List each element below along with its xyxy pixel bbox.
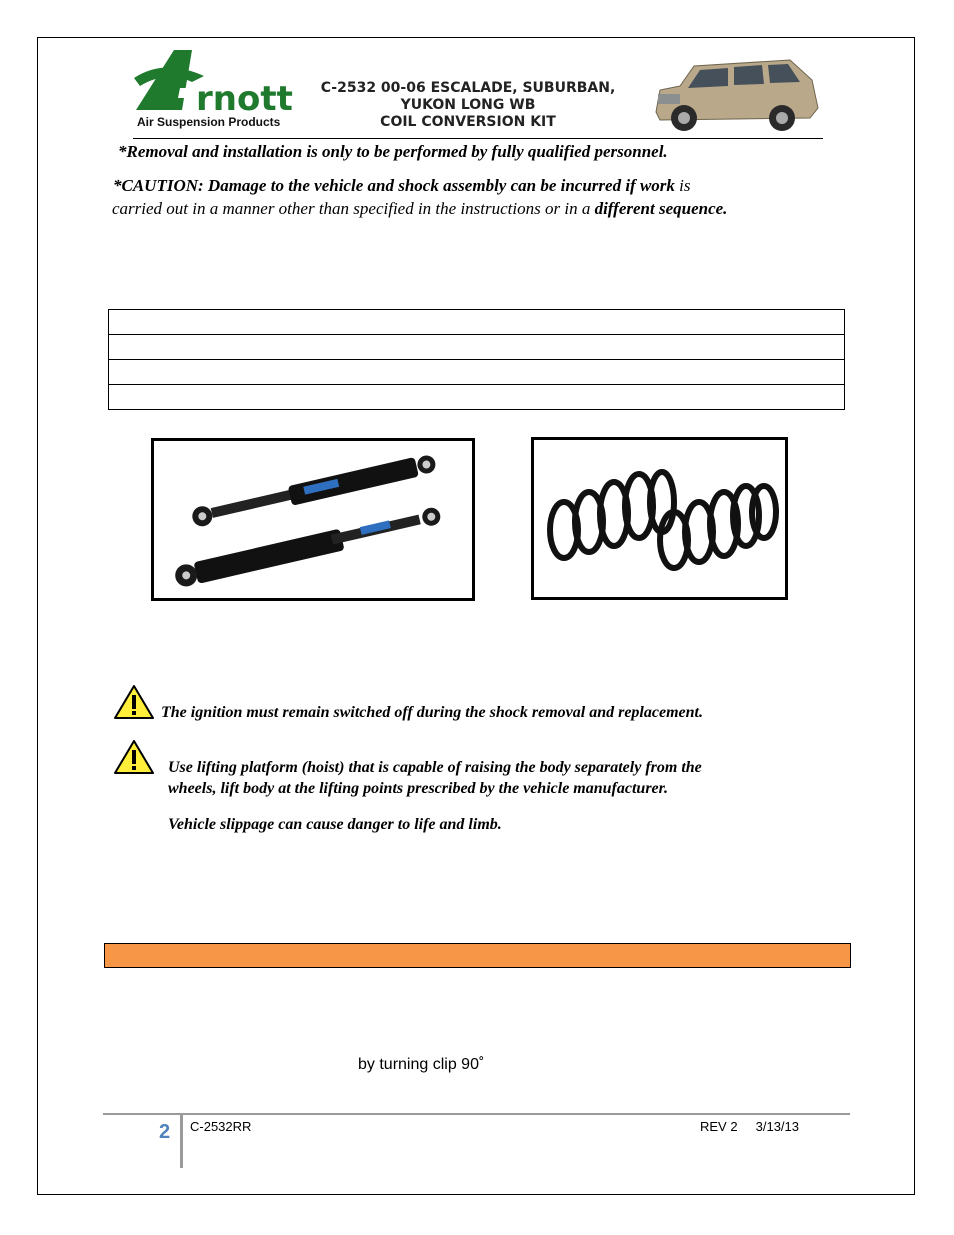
lifting-caution-line-1: Use lifting platform (hoist) that is capable of raising the body separately from the [168,759,702,776]
caution-notice-text: carried out in a manner other than specified in the instructions or in a [112,199,595,218]
footer-rule [103,1113,850,1115]
brand-subtitle: Air Suspension Products [137,115,281,129]
table-cell [109,360,845,385]
clip-instruction: by turning clip 90˚ [358,1056,485,1073]
slippage-caution: Vehicle slippage can cause danger to life and limb. [168,816,502,833]
table-row [109,310,845,335]
table-cell [109,310,845,335]
table-cell [109,335,845,360]
revision-date: REV 2 3/13/13 [700,1119,800,1134]
table-row [109,360,845,385]
caution-notice-bold: *CAUTION: Damage to the vehicle and shock assembly can be incurred if work [113,176,675,195]
personnel-notice: *Removal and installation is only to be performed by fully qualified personnel. [118,142,668,161]
caution-notice-line-2 [112,199,727,219]
table-cell [109,385,845,410]
lifting-caution-line-2: wheels, lift body at the lifting points prescribed by the vehicle manufacturer. [168,780,668,797]
footer-divider [180,1114,183,1168]
caution-notice-is: is [674,176,691,195]
suv-photo [650,50,822,136]
title-line-3: COIL CONVERSION KIT [380,114,556,130]
title-line-1: C-2532 00-06 ESCALADE, SUBURBAN, [320,80,616,96]
table-row [109,335,845,360]
warning-triangle-icon [113,739,155,775]
caution-notice-line-1 [113,176,691,196]
page-number: 2 [159,1121,171,1143]
caution-notice-emphasis: different sequence. [594,199,728,218]
header-rule [133,138,823,139]
kit-title [318,80,618,131]
shock-absorbers-photo [151,438,475,601]
title-line-2: YUKON LONG WB [400,97,536,113]
ignition-caution: The ignition must remain switched off during the shock removal and replacement. [161,704,703,721]
warning-triangle-icon [113,684,155,720]
coil-springs-photo [531,437,788,600]
table-row [109,385,845,410]
parts-table [108,309,845,410]
document-code: C-2532RR [190,1119,252,1134]
section-bar [104,943,851,968]
svg-text:rnott: rnott [196,79,293,119]
